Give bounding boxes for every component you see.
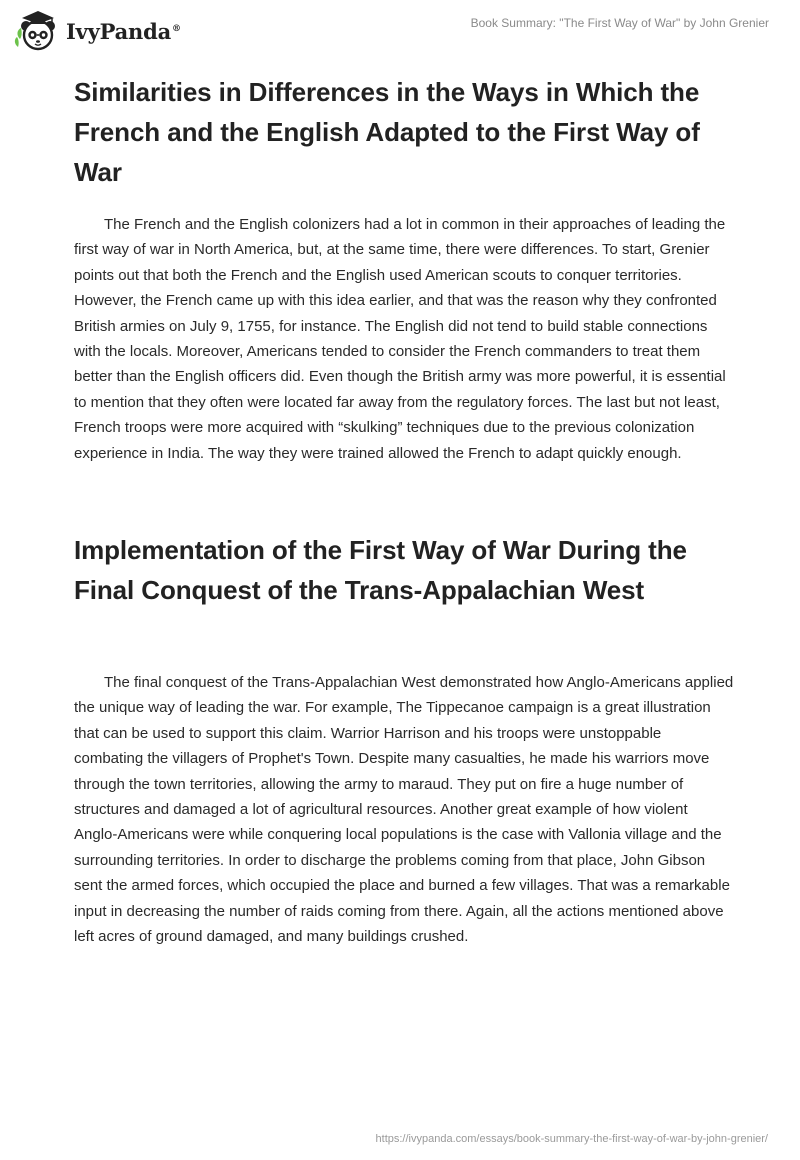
section-heading: Implementation of the First Way of War During the Final Conquest of the Trans-Appalachian West [74, 535, 687, 605]
panda-graduate-icon [14, 9, 62, 53]
document-title: Book Summary: "The First Way of War" by John Grenier [470, 16, 769, 30]
page-header [0, 0, 800, 60]
section-paragraph: The French and the English colonizers had a lot in common in their approaches of leading the first way of war in North America, but, at the same time, there were differences. To start, Grenier points out that both the French and the English used American scouts to conquer territories. However, the French came up with this idea earlier, and that was the reason why they confronted British armies on July 9, 1755, for instance. The English did not tend to build stable connections with the locals. Moreover, Americans tended to consider the French commanders to treat them better than the English officers did. Even though the British army was more powerful, it is essential to mention that they often were located far away from the regulatory forces. The last but not least, French troops were more acquired with “skulking” techniques due to the previous colonization experience in India. The way they were trained allowed the French to adapt quickly enough. [74, 216, 726, 462]
brand-name-text: IvyPanda [66, 18, 172, 44]
registered-mark: ® [172, 23, 181, 34]
brand-name [66, 19, 181, 44]
section-heading: Similarities in Differences in the Ways in Which the French and the English Adapted to the First Way of War [74, 77, 700, 187]
ivypanda-logo[interactable] [14, 9, 181, 53]
source-url[interactable]: https://ivypanda.com/essays/book-summary-the-first-way-of-war-by-john-grenier/ [375, 1133, 768, 1145]
section-paragraph: The final conquest of the Trans-Appalachian West demonstrated how Anglo-Americans applied the unique way of leading the war. For example, The Tippecanoe campaign is a great illustration that can be used to support this claim. Warrior Harrison and his troops were unstoppable combating the villagers of Prophet's Town. Despite many casualties, he made his warriors move through the town territories, allowing the army to maraud. They put on fire a huge number of structures and damaged a lot of agricultural resources. Another great example of how violent Anglo-Americans were while conquering local populations is the case with Vallonia village and the surrounding territories. In order to discharge the problems coming from that place, John Gibson sent the armed forces, which occupied the place and burned a few villages. That was a remarkable input in decreasing the number of raids coming from there. Again, all the actions mentioned above left acres of ground damaged, and many buildings crushed. [74, 674, 734, 946]
